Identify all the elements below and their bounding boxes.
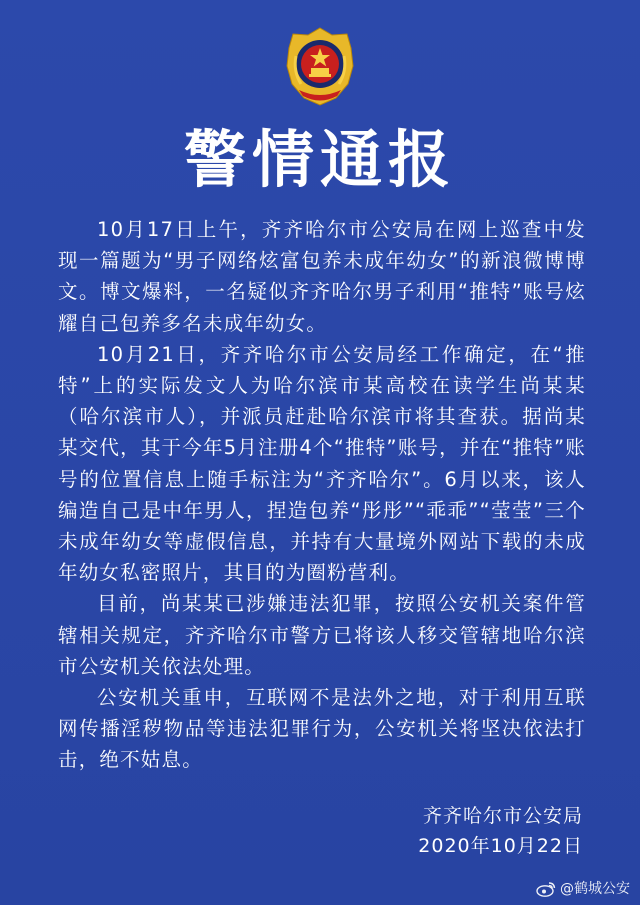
- notice-title: 警情通报: [183, 123, 456, 196]
- notice-paragraph: 目前，尚某某已涉嫌违法犯罪，按照公安机关案件管辖相关规定，齐齐哈尔市警方已将该人移交管辖地哈尔滨市公安机关依法处理。: [58, 592, 586, 678]
- notice-body: [58, 214, 586, 776]
- signature-organization: 齐齐哈尔市公安局: [422, 805, 583, 827]
- notice-paragraph: 10月17日上午，齐齐哈尔市公安局在网上巡查中发现一篇题为“男子网络炫富包养未成年幼女”的新浪微博博文。博文爆料，一名疑似齐齐哈尔男子利用“推特”账号炫耀自己包养多名未成年幼女。: [58, 218, 586, 335]
- watermark-text: @鹤城公安: [560, 881, 630, 897]
- weibo-watermark: [536, 879, 630, 899]
- weibo-icon: [536, 881, 556, 897]
- notice-paragraph: 公安机关重申，互联网不是法外之地，对于利用互联网传播淫秽物品等违法犯罪行为，公安机关将坚决依法打击，绝不姑息。: [58, 686, 586, 772]
- notice-paragraph: 10月21日，齐齐哈尔市公安局经工作确定，在“推特”上的实际发文人为哈尔滨市某高校在读学生尚某某（哈尔滨市人），并派员赶赴哈尔滨市将其查获。据尚某某交代，其于今年5月注册4个“推特”账号，并在“推特”账号的位置信息上随手标注为“齐齐哈尔”。6月以来，该人编造自己是中年男人，捏造包养“彤彤”“乖乖”“莹莹”三个未成年幼女等虚假信息，并持有大量境外网站下载的未成年幼女私密照片，其目的为圈粉营利。: [58, 342, 586, 585]
- police-emblem-icon: [285, 26, 355, 106]
- signature-date: 2020年10月22日: [418, 835, 583, 857]
